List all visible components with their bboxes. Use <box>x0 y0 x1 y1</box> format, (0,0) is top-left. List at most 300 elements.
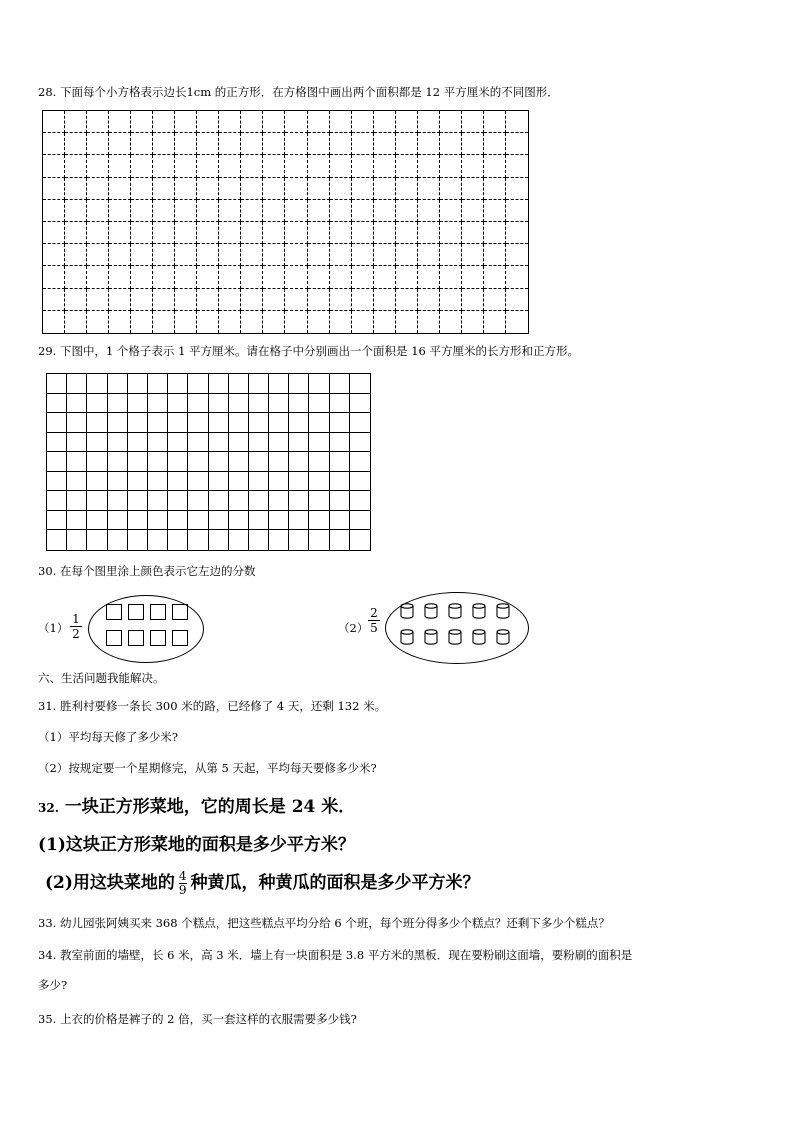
grid-cell[interactable] <box>249 452 269 472</box>
grid-cell[interactable] <box>153 155 175 177</box>
grid-cell[interactable] <box>352 200 374 222</box>
grid-cell[interactable] <box>396 266 418 288</box>
grid-cell[interactable] <box>67 511 87 531</box>
grid-cell[interactable] <box>462 155 484 177</box>
grid-cell[interactable] <box>153 311 175 333</box>
grid-cell[interactable] <box>249 472 269 492</box>
grid-cell[interactable] <box>188 394 208 414</box>
grid-cell[interactable] <box>396 311 418 333</box>
grid-cell[interactable] <box>308 200 330 222</box>
grid-cell[interactable] <box>65 266 87 288</box>
grid-cell[interactable] <box>308 155 330 177</box>
grid-cell[interactable] <box>65 155 87 177</box>
grid-cell[interactable] <box>197 155 219 177</box>
grid-cell[interactable] <box>148 433 168 453</box>
grid-cell[interactable] <box>418 111 440 133</box>
grid-cell[interactable] <box>308 266 330 288</box>
grid-cell[interactable] <box>219 289 241 311</box>
grid-cell[interactable] <box>43 155 65 177</box>
grid-cell[interactable] <box>440 311 462 333</box>
grid-cell[interactable] <box>352 111 374 133</box>
grid-cell[interactable] <box>484 311 506 333</box>
grid-cell[interactable] <box>285 222 307 244</box>
grid-cell[interactable] <box>308 289 330 311</box>
grid-cell[interactable] <box>87 222 109 244</box>
grid-cell[interactable] <box>249 530 269 550</box>
grid-cell[interactable] <box>330 452 350 472</box>
grid-cell[interactable] <box>241 155 263 177</box>
grid-cell[interactable] <box>241 266 263 288</box>
grid-cell[interactable] <box>285 289 307 311</box>
grid-cell[interactable] <box>128 374 148 394</box>
grid-cell[interactable] <box>168 394 188 414</box>
grid-cell[interactable] <box>209 452 229 472</box>
grid-cell[interactable] <box>330 244 352 266</box>
grid-cell[interactable] <box>43 111 65 133</box>
grid-cell[interactable] <box>241 178 263 200</box>
grid-cell[interactable] <box>263 133 285 155</box>
grid-cell[interactable] <box>352 133 374 155</box>
grid-cell[interactable] <box>418 266 440 288</box>
grid-cell[interactable] <box>87 472 107 492</box>
grid-cell[interactable] <box>209 394 229 414</box>
grid-cell[interactable] <box>43 133 65 155</box>
grid-cell[interactable] <box>87 133 109 155</box>
grid-cell[interactable] <box>219 155 241 177</box>
grid-cell[interactable] <box>87 266 109 288</box>
grid-cell[interactable] <box>462 133 484 155</box>
grid-cell[interactable] <box>128 472 148 492</box>
grid-cell[interactable] <box>506 155 528 177</box>
grid-cell[interactable] <box>484 133 506 155</box>
grid-cell[interactable] <box>285 266 307 288</box>
grid-cell[interactable] <box>175 311 197 333</box>
grid-cell[interactable] <box>330 266 352 288</box>
grid-cell[interactable] <box>350 394 370 414</box>
grid-cell[interactable] <box>350 530 370 550</box>
grid-cell[interactable] <box>309 413 329 433</box>
grid-cell[interactable] <box>108 472 128 492</box>
grid-cell[interactable] <box>352 155 374 177</box>
grid-cell[interactable] <box>188 452 208 472</box>
grid-cell[interactable] <box>352 266 374 288</box>
grid-cell[interactable] <box>440 111 462 133</box>
grid-cell[interactable] <box>188 374 208 394</box>
grid-cell[interactable] <box>67 394 87 414</box>
q28-grid[interactable] <box>42 110 529 334</box>
grid-cell[interactable] <box>374 266 396 288</box>
grid-cell[interactable] <box>418 155 440 177</box>
grid-cell[interactable] <box>128 394 148 414</box>
grid-cell[interactable] <box>197 222 219 244</box>
grid-cell[interactable] <box>289 452 309 472</box>
square-shape[interactable] <box>172 630 188 646</box>
grid-cell[interactable] <box>168 433 188 453</box>
grid-cell[interactable] <box>153 178 175 200</box>
grid-cell[interactable] <box>128 413 148 433</box>
grid-cell[interactable] <box>131 289 153 311</box>
grid-cell[interactable] <box>148 530 168 550</box>
grid-cell[interactable] <box>269 413 289 433</box>
grid-cell[interactable] <box>219 222 241 244</box>
grid-cell[interactable] <box>219 111 241 133</box>
grid-cell[interactable] <box>87 374 107 394</box>
grid-cell[interactable] <box>269 472 289 492</box>
grid-cell[interactable] <box>484 155 506 177</box>
grid-cell[interactable] <box>109 178 131 200</box>
grid-cell[interactable] <box>65 133 87 155</box>
grid-cell[interactable] <box>65 244 87 266</box>
grid-cell[interactable] <box>440 222 462 244</box>
grid-cell[interactable] <box>330 472 350 492</box>
grid-cell[interactable] <box>229 530 249 550</box>
grid-cell[interactable] <box>330 374 350 394</box>
grid-cell[interactable] <box>219 244 241 266</box>
grid-cell[interactable] <box>396 244 418 266</box>
grid-cell[interactable] <box>175 222 197 244</box>
grid-cell[interactable] <box>309 394 329 414</box>
grid-cell[interactable] <box>47 472 67 492</box>
grid-cell[interactable] <box>65 311 87 333</box>
square-shape[interactable] <box>128 604 144 620</box>
grid-cell[interactable] <box>229 413 249 433</box>
grid-cell[interactable] <box>43 200 65 222</box>
grid-cell[interactable] <box>43 311 65 333</box>
grid-cell[interactable] <box>289 374 309 394</box>
grid-cell[interactable] <box>87 111 109 133</box>
grid-cell[interactable] <box>418 133 440 155</box>
grid-cell[interactable] <box>43 244 65 266</box>
grid-cell[interactable] <box>506 244 528 266</box>
grid-cell[interactable] <box>108 491 128 511</box>
grid-cell[interactable] <box>87 433 107 453</box>
grid-cell[interactable] <box>484 289 506 311</box>
grid-cell[interactable] <box>219 266 241 288</box>
grid-cell[interactable] <box>249 433 269 453</box>
grid-cell[interactable] <box>148 491 168 511</box>
grid-cell[interactable] <box>309 374 329 394</box>
grid-cell[interactable] <box>87 452 107 472</box>
grid-cell[interactable] <box>308 311 330 333</box>
grid-cell[interactable] <box>108 433 128 453</box>
grid-cell[interactable] <box>219 133 241 155</box>
grid-cell[interactable] <box>148 472 168 492</box>
grid-cell[interactable] <box>148 413 168 433</box>
cylinder-shape[interactable] <box>424 629 438 645</box>
grid-cell[interactable] <box>308 133 330 155</box>
grid-cell[interactable] <box>197 111 219 133</box>
grid-cell[interactable] <box>440 133 462 155</box>
grid-cell[interactable] <box>350 452 370 472</box>
grid-cell[interactable] <box>440 289 462 311</box>
grid-cell[interactable] <box>67 530 87 550</box>
grid-cell[interactable] <box>263 244 285 266</box>
grid-cell[interactable] <box>396 178 418 200</box>
grid-cell[interactable] <box>197 266 219 288</box>
grid-cell[interactable] <box>175 155 197 177</box>
grid-cell[interactable] <box>153 111 175 133</box>
grid-cell[interactable] <box>108 394 128 414</box>
grid-cell[interactable] <box>308 178 330 200</box>
grid-cell[interactable] <box>153 222 175 244</box>
grid-cell[interactable] <box>219 311 241 333</box>
grid-cell[interactable] <box>330 530 350 550</box>
grid-cell[interactable] <box>374 311 396 333</box>
grid-cell[interactable] <box>168 452 188 472</box>
grid-cell[interactable] <box>87 200 109 222</box>
grid-cell[interactable] <box>168 374 188 394</box>
cylinder-shape[interactable] <box>448 603 462 619</box>
grid-cell[interactable] <box>109 133 131 155</box>
grid-cell[interactable] <box>269 511 289 531</box>
cylinder-shape[interactable] <box>400 603 414 619</box>
grid-cell[interactable] <box>109 155 131 177</box>
grid-cell[interactable] <box>109 111 131 133</box>
grid-cell[interactable] <box>229 472 249 492</box>
grid-cell[interactable] <box>197 133 219 155</box>
grid-cell[interactable] <box>168 491 188 511</box>
grid-cell[interactable] <box>484 244 506 266</box>
grid-cell[interactable] <box>418 289 440 311</box>
grid-cell[interactable] <box>188 413 208 433</box>
grid-cell[interactable] <box>47 413 67 433</box>
grid-cell[interactable] <box>263 111 285 133</box>
grid-cell[interactable] <box>153 289 175 311</box>
grid-cell[interactable] <box>241 200 263 222</box>
grid-cell[interactable] <box>374 222 396 244</box>
grid-cell[interactable] <box>131 133 153 155</box>
grid-cell[interactable] <box>249 374 269 394</box>
grid-cell[interactable] <box>65 222 87 244</box>
grid-cell[interactable] <box>249 394 269 414</box>
grid-cell[interactable] <box>87 155 109 177</box>
grid-cell[interactable] <box>241 244 263 266</box>
grid-cell[interactable] <box>65 289 87 311</box>
grid-cell[interactable] <box>396 133 418 155</box>
q29-grid[interactable] <box>46 373 371 551</box>
grid-cell[interactable] <box>440 266 462 288</box>
grid-cell[interactable] <box>67 472 87 492</box>
grid-cell[interactable] <box>87 413 107 433</box>
grid-cell[interactable] <box>269 433 289 453</box>
grid-cell[interactable] <box>65 178 87 200</box>
grid-cell[interactable] <box>131 178 153 200</box>
grid-cell[interactable] <box>374 111 396 133</box>
grid-cell[interactable] <box>209 530 229 550</box>
square-shape[interactable] <box>106 604 122 620</box>
grid-cell[interactable] <box>188 530 208 550</box>
square-shape[interactable] <box>150 630 166 646</box>
grid-cell[interactable] <box>330 289 352 311</box>
grid-cell[interactable] <box>128 511 148 531</box>
grid-cell[interactable] <box>197 289 219 311</box>
grid-cell[interactable] <box>47 511 67 531</box>
grid-cell[interactable] <box>153 133 175 155</box>
grid-cell[interactable] <box>188 472 208 492</box>
grid-cell[interactable] <box>209 472 229 492</box>
grid-cell[interactable] <box>462 311 484 333</box>
grid-cell[interactable] <box>269 374 289 394</box>
grid-cell[interactable] <box>241 289 263 311</box>
grid-cell[interactable] <box>374 289 396 311</box>
grid-cell[interactable] <box>109 289 131 311</box>
grid-cell[interactable] <box>289 394 309 414</box>
grid-cell[interactable] <box>440 244 462 266</box>
grid-cell[interactable] <box>197 244 219 266</box>
grid-cell[interactable] <box>350 491 370 511</box>
grid-cell[interactable] <box>308 244 330 266</box>
grid-cell[interactable] <box>197 178 219 200</box>
grid-cell[interactable] <box>285 200 307 222</box>
grid-cell[interactable] <box>263 222 285 244</box>
grid-cell[interactable] <box>330 155 352 177</box>
grid-cell[interactable] <box>269 452 289 472</box>
grid-cell[interactable] <box>374 133 396 155</box>
grid-cell[interactable] <box>374 244 396 266</box>
grid-cell[interactable] <box>148 394 168 414</box>
grid-cell[interactable] <box>285 133 307 155</box>
grid-cell[interactable] <box>484 178 506 200</box>
grid-cell[interactable] <box>263 200 285 222</box>
grid-cell[interactable] <box>462 200 484 222</box>
grid-cell[interactable] <box>506 289 528 311</box>
grid-cell[interactable] <box>47 530 67 550</box>
grid-cell[interactable] <box>128 433 148 453</box>
grid-cell[interactable] <box>168 413 188 433</box>
grid-cell[interactable] <box>506 133 528 155</box>
grid-cell[interactable] <box>462 289 484 311</box>
grid-cell[interactable] <box>330 413 350 433</box>
grid-cell[interactable] <box>188 491 208 511</box>
grid-cell[interactable] <box>197 200 219 222</box>
grid-cell[interactable] <box>241 111 263 133</box>
grid-cell[interactable] <box>67 452 87 472</box>
square-shape[interactable] <box>172 604 188 620</box>
grid-cell[interactable] <box>47 433 67 453</box>
grid-cell[interactable] <box>289 511 309 531</box>
grid-cell[interactable] <box>396 200 418 222</box>
grid-cell[interactable] <box>263 155 285 177</box>
grid-cell[interactable] <box>308 111 330 133</box>
grid-cell[interactable] <box>330 111 352 133</box>
grid-cell[interactable] <box>109 200 131 222</box>
grid-cell[interactable] <box>396 111 418 133</box>
grid-cell[interactable] <box>229 452 249 472</box>
grid-cell[interactable] <box>67 491 87 511</box>
grid-cell[interactable] <box>43 289 65 311</box>
grid-cell[interactable] <box>241 222 263 244</box>
grid-cell[interactable] <box>263 178 285 200</box>
grid-cell[interactable] <box>462 244 484 266</box>
grid-cell[interactable] <box>289 413 309 433</box>
grid-cell[interactable] <box>209 433 229 453</box>
grid-cell[interactable] <box>330 394 350 414</box>
grid-cell[interactable] <box>263 311 285 333</box>
grid-cell[interactable] <box>67 433 87 453</box>
grid-cell[interactable] <box>87 394 107 414</box>
grid-cell[interactable] <box>285 244 307 266</box>
grid-cell[interactable] <box>188 433 208 453</box>
grid-cell[interactable] <box>209 413 229 433</box>
grid-cell[interactable] <box>484 222 506 244</box>
grid-cell[interactable] <box>209 491 229 511</box>
grid-cell[interactable] <box>153 266 175 288</box>
grid-cell[interactable] <box>484 200 506 222</box>
grid-cell[interactable] <box>309 433 329 453</box>
grid-cell[interactable] <box>462 178 484 200</box>
grid-cell[interactable] <box>285 178 307 200</box>
grid-cell[interactable] <box>148 374 168 394</box>
grid-cell[interactable] <box>109 222 131 244</box>
cylinder-shape[interactable] <box>496 603 510 619</box>
grid-cell[interactable] <box>309 452 329 472</box>
cylinder-shape[interactable] <box>472 603 486 619</box>
grid-cell[interactable] <box>131 111 153 133</box>
grid-cell[interactable] <box>396 289 418 311</box>
cylinder-shape[interactable] <box>472 629 486 645</box>
grid-cell[interactable] <box>153 200 175 222</box>
grid-cell[interactable] <box>131 266 153 288</box>
grid-cell[interactable] <box>209 374 229 394</box>
grid-cell[interactable] <box>47 374 67 394</box>
grid-cell[interactable] <box>352 178 374 200</box>
grid-cell[interactable] <box>229 374 249 394</box>
square-shape[interactable] <box>150 604 166 620</box>
grid-cell[interactable] <box>219 178 241 200</box>
grid-cell[interactable] <box>330 133 352 155</box>
grid-cell[interactable] <box>506 222 528 244</box>
grid-cell[interactable] <box>350 374 370 394</box>
grid-cell[interactable] <box>309 511 329 531</box>
grid-cell[interactable] <box>148 452 168 472</box>
grid-cell[interactable] <box>308 222 330 244</box>
grid-cell[interactable] <box>506 200 528 222</box>
grid-cell[interactable] <box>67 413 87 433</box>
grid-cell[interactable] <box>285 111 307 133</box>
grid-cell[interactable] <box>418 222 440 244</box>
grid-cell[interactable] <box>87 289 109 311</box>
grid-cell[interactable] <box>352 311 374 333</box>
grid-cell[interactable] <box>352 222 374 244</box>
grid-cell[interactable] <box>440 155 462 177</box>
grid-cell[interactable] <box>350 433 370 453</box>
grid-cell[interactable] <box>330 178 352 200</box>
grid-cell[interactable] <box>175 244 197 266</box>
grid-cell[interactable] <box>87 511 107 531</box>
grid-cell[interactable] <box>67 374 87 394</box>
grid-cell[interactable] <box>108 530 128 550</box>
grid-cell[interactable] <box>43 266 65 288</box>
grid-cell[interactable] <box>175 289 197 311</box>
grid-cell[interactable] <box>285 155 307 177</box>
grid-cell[interactable] <box>352 289 374 311</box>
grid-cell[interactable] <box>43 222 65 244</box>
grid-cell[interactable] <box>197 311 219 333</box>
grid-cell[interactable] <box>65 200 87 222</box>
grid-cell[interactable] <box>374 178 396 200</box>
grid-cell[interactable] <box>269 530 289 550</box>
grid-cell[interactable] <box>462 266 484 288</box>
grid-cell[interactable] <box>269 394 289 414</box>
grid-cell[interactable] <box>249 413 269 433</box>
grid-cell[interactable] <box>374 155 396 177</box>
grid-cell[interactable] <box>87 178 109 200</box>
grid-cell[interactable] <box>263 266 285 288</box>
grid-cell[interactable] <box>153 244 175 266</box>
grid-cell[interactable] <box>43 178 65 200</box>
grid-cell[interactable] <box>330 311 352 333</box>
grid-cell[interactable] <box>249 491 269 511</box>
